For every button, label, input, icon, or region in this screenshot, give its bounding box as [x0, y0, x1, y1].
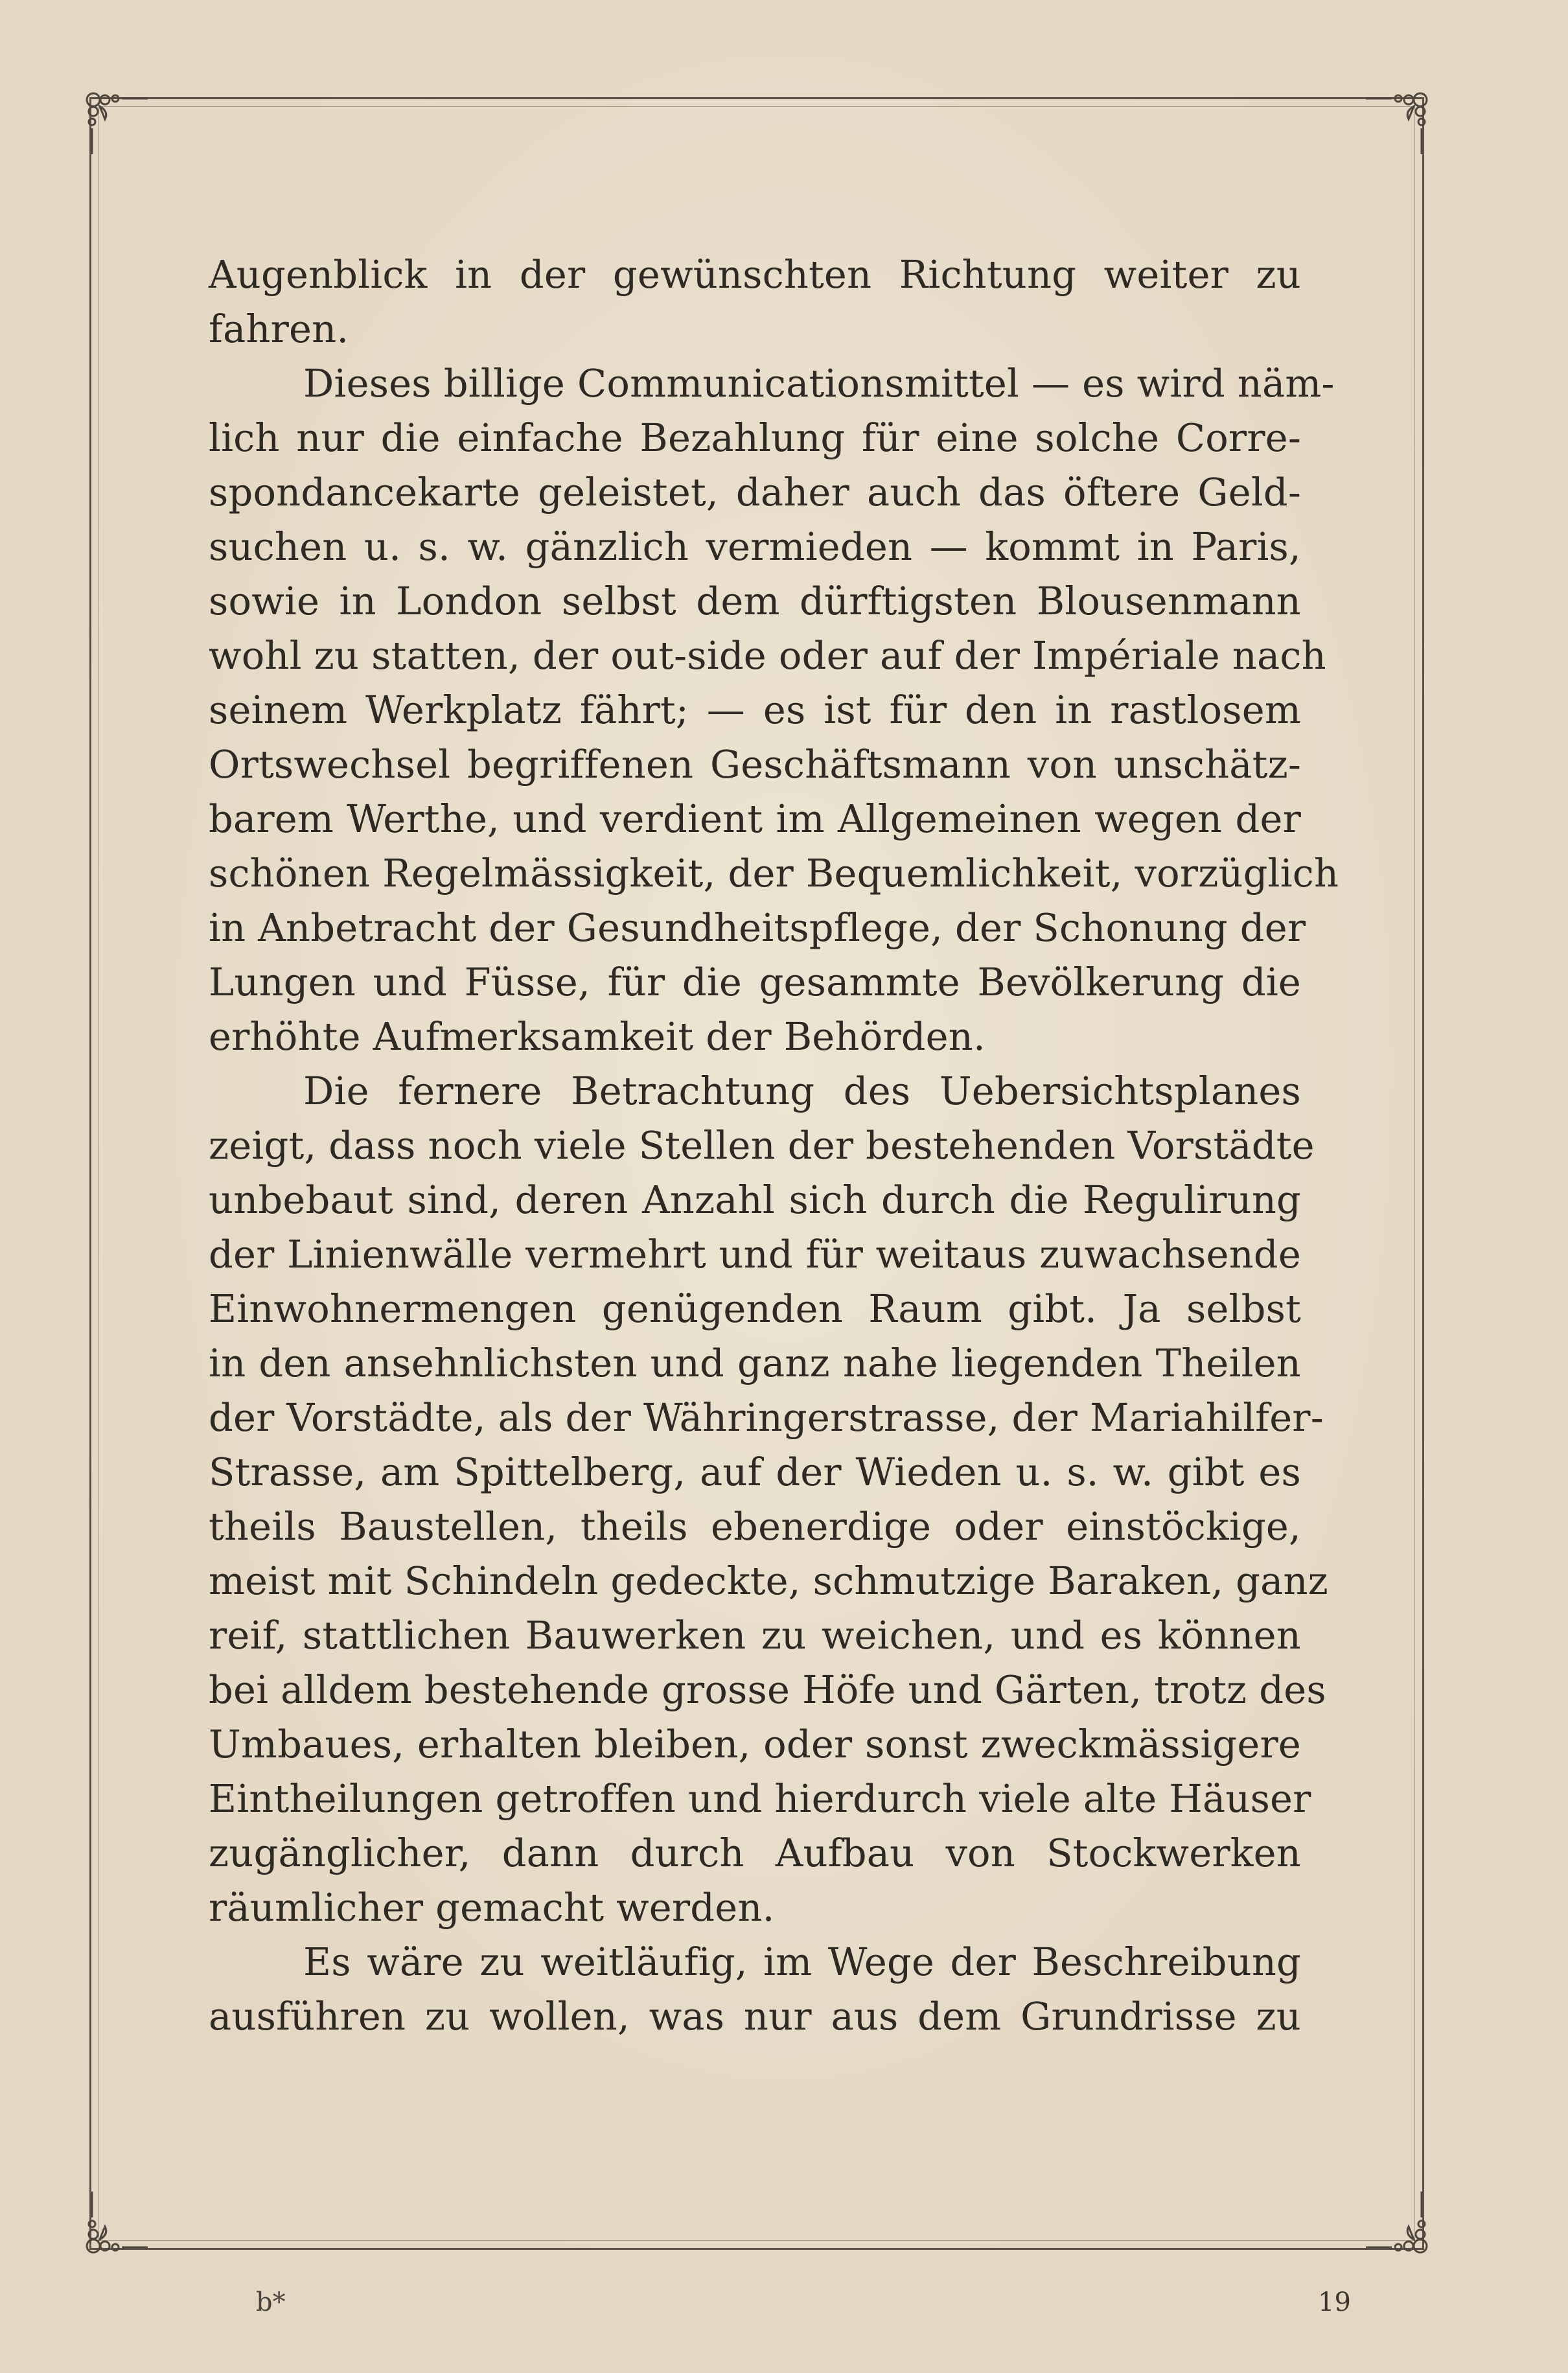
text-line: bei alldem bestehende grosse Höfe und Gärten, trotz des — [209, 1667, 1326, 1712]
text-line: seinem Werkplatz fährt; — es ist für den in rastlosem — [209, 688, 1301, 732]
text-line: spondancekarte geleistet, daher auch das öftere Geld- — [209, 470, 1301, 515]
corner-ornament-icon — [76, 2185, 154, 2263]
text-line: Es wäre zu weitläufig, im Wege der Beschreibung — [303, 1939, 1301, 1984]
text-line: lich nur die einfache Bezahlung für eine solche Corre- — [209, 415, 1301, 460]
text-line: in Anbetracht der Gesundheitspflege, der Schonung der — [209, 905, 1306, 950]
text-line: der Vorstädte, als der Währingerstrasse, der Mariahilfer- — [209, 1395, 1324, 1440]
text-line: Augenblick in der gewünschten Richtung weiter zu — [209, 252, 1301, 297]
page-number: 19 — [1318, 2287, 1351, 2317]
text-line: schönen Regelmässigkeit, der Bequemlichkeit, vorzüglich — [209, 851, 1339, 896]
text-line: reif, stattlichen Bauwerken zu weichen, und es können — [209, 1613, 1301, 1658]
text-line: wohl zu statten, der out-side oder auf der Impériale nach — [209, 633, 1326, 678]
text-line: ausführen zu wollen, was nur aus dem Grundrisse zu — [209, 1994, 1301, 2039]
text-line: in den ansehnlichsten und ganz nahe liegenden Theilen — [209, 1341, 1301, 1385]
text-line: Einwohnermengen genügenden Raum gibt. Ja selbst — [209, 1286, 1301, 1331]
text-line: Strasse, am Spittelberg, auf der Wieden u. s. w. gibt es — [209, 1450, 1301, 1494]
text-line: sowie in London selbst dem dürftigsten Blousenmann — [209, 579, 1301, 623]
text-line: unbebaut sind, deren Anzahl sich durch die Regulirung — [209, 1177, 1301, 1222]
text-line: Eintheilungen getroffen und hierdurch viele alte Häuser — [209, 1776, 1311, 1821]
printer-signature-mark: b* — [256, 2287, 286, 2317]
text-line: der Linienwälle vermehrt und für weitaus zuwachsende — [209, 1232, 1301, 1277]
text-line: fahren. — [209, 307, 349, 351]
corner-ornament-icon — [76, 83, 154, 161]
corner-ornament-icon — [1359, 83, 1437, 161]
text-line: Ortswechsel begriffenen Geschäftsmann von unschätz- — [209, 742, 1301, 787]
text-line: meist mit Schindeln gedeckte, schmutzige Baraken, ganz — [209, 1558, 1328, 1603]
text-line: räumlicher gemacht werden. — [209, 1885, 775, 1930]
body-text — [209, 248, 1339, 2044]
text-line: suchen u. s. w. gänzlich vermieden — kommt in Paris, — [209, 524, 1301, 569]
text-line: zugänglicher, dann durch Aufbau von Stockwerken — [209, 1831, 1301, 1875]
text-line: Umbaues, erhalten bleiben, oder sonst zweckmässigere — [209, 1722, 1301, 1766]
text-line: barem Werthe, und verdient im Allgemeinen wegen der — [209, 796, 1301, 841]
text-line: Dieses billige Communicationsmittel — es wird näm- — [303, 361, 1335, 406]
text-line: erhöhte Aufmerksamkeit der Behörden. — [209, 1014, 986, 1059]
corner-ornament-icon — [1359, 2185, 1437, 2263]
text-line: Lungen und Füsse, für die gesammte Bevölkerung die — [209, 960, 1301, 1004]
text-line: theils Baustellen, theils ebenerdige oder einstöckige, — [209, 1504, 1301, 1549]
text-line: Die fernere Betrachtung des Uebersichtsplanes — [303, 1069, 1301, 1113]
text-line: zeigt, dass noch viele Stellen der bestehenden Vorstädte — [209, 1123, 1315, 1168]
